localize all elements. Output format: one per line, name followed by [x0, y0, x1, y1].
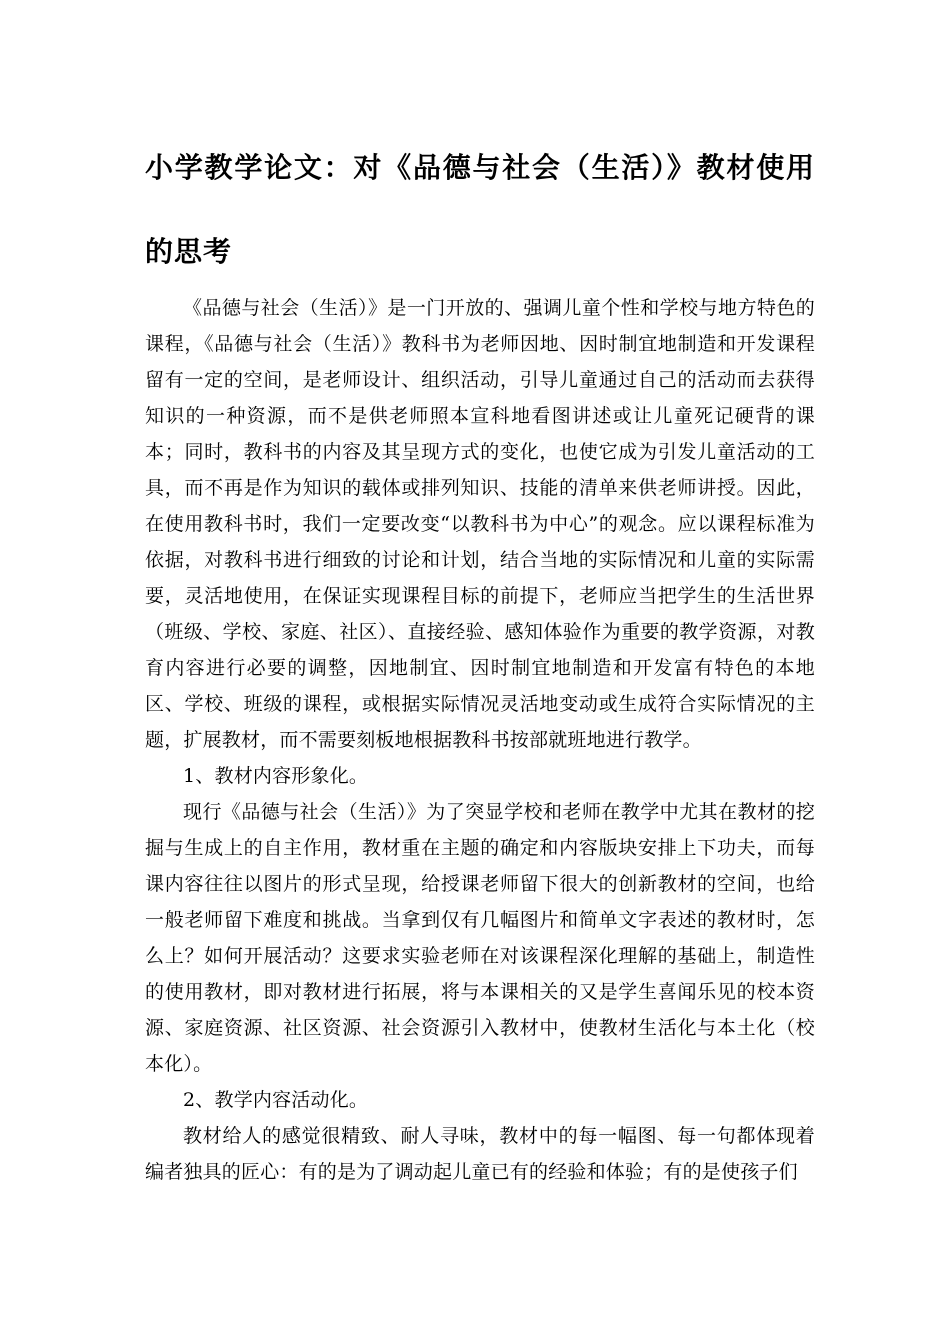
- section-heading-1: 1、教材内容形象化。: [183, 765, 369, 787]
- body-paragraph: 《品德与社会（生活）》是一门开放的、强调儿童个性和学校与地方特色的课程，《品德与社会（生活）》教科书为老师因地、因时制宜地制造和开发课程留有一定的空间，是老师设计、组织活动，引导儿童通过自己的活动而去获得知识的一种资源，而不是供老师照本宣科地看图讲述或让儿童死记硬背的课本；同时，教科书的内容及其呈现方式的变化，也使它成为引发儿童活动的工具，而不再是作为知识的载体或排列知识、技能的清单来供老师讲授。因此，在使用教科书时，我们一定要改变“以教科书为中心”的观念。应以课程标准为依据，对教科书进行细致的讨论和计划，结合当地的实际情况和儿童的实际需要，灵活地使用，在保证实现课程目标的前提下，老师应当把学生的生活世界（班级、学校、家庭、社区）、直接经验、感知体验作为重要的教学资源，对教育内容进行必要的调整，因地制宜、因时制宜地制造和开发富有特色的本地区、学校、班级的课程，或根据实际情况灵活地变动或生成符合实际情况的主题，扩展教材，而不需要刻板地根据教科书按部就班地进行教学。: [145, 297, 815, 751]
- document-title: 小学教学论文：对《品德与社会（生活）》教材使用的思考: [145, 151, 815, 268]
- body-paragraph: 现行《品德与社会（生活）》为了突显学校和老师在教学中尤其在教材的挖掘与生成上的自主作用，教材重在主题的确定和内容版块安排上下功夫，而每课内容往往以图片的形式呈现，给授课老师留下很大的创新教材的空间，也给一般老师留下难度和挑战。当拿到仅有几幅图片和简单文字表述的教材时，怎么上？如何开展活动？这要求实验老师在对该课程深化理解的基础上，制造性的使用教材，即对教材进行拓展，将与本课相关的又是学生喜闻乐见的校本资源、家庭资源、社区资源、社会资源引入教材中，使教材生活化与本土化（校本化）。: [145, 801, 815, 1075]
- body-paragraph: 教材给人的感觉很精致、耐人寻味，教材中的每一幅图、每一句都体现着编者独具的匠心：有的是为了调动起儿童已有的经验和体验；有的是使孩子们: [145, 1125, 815, 1183]
- section-heading-2: 2、教学内容活动化。: [183, 1089, 369, 1111]
- document-body: [145, 290, 815, 1190]
